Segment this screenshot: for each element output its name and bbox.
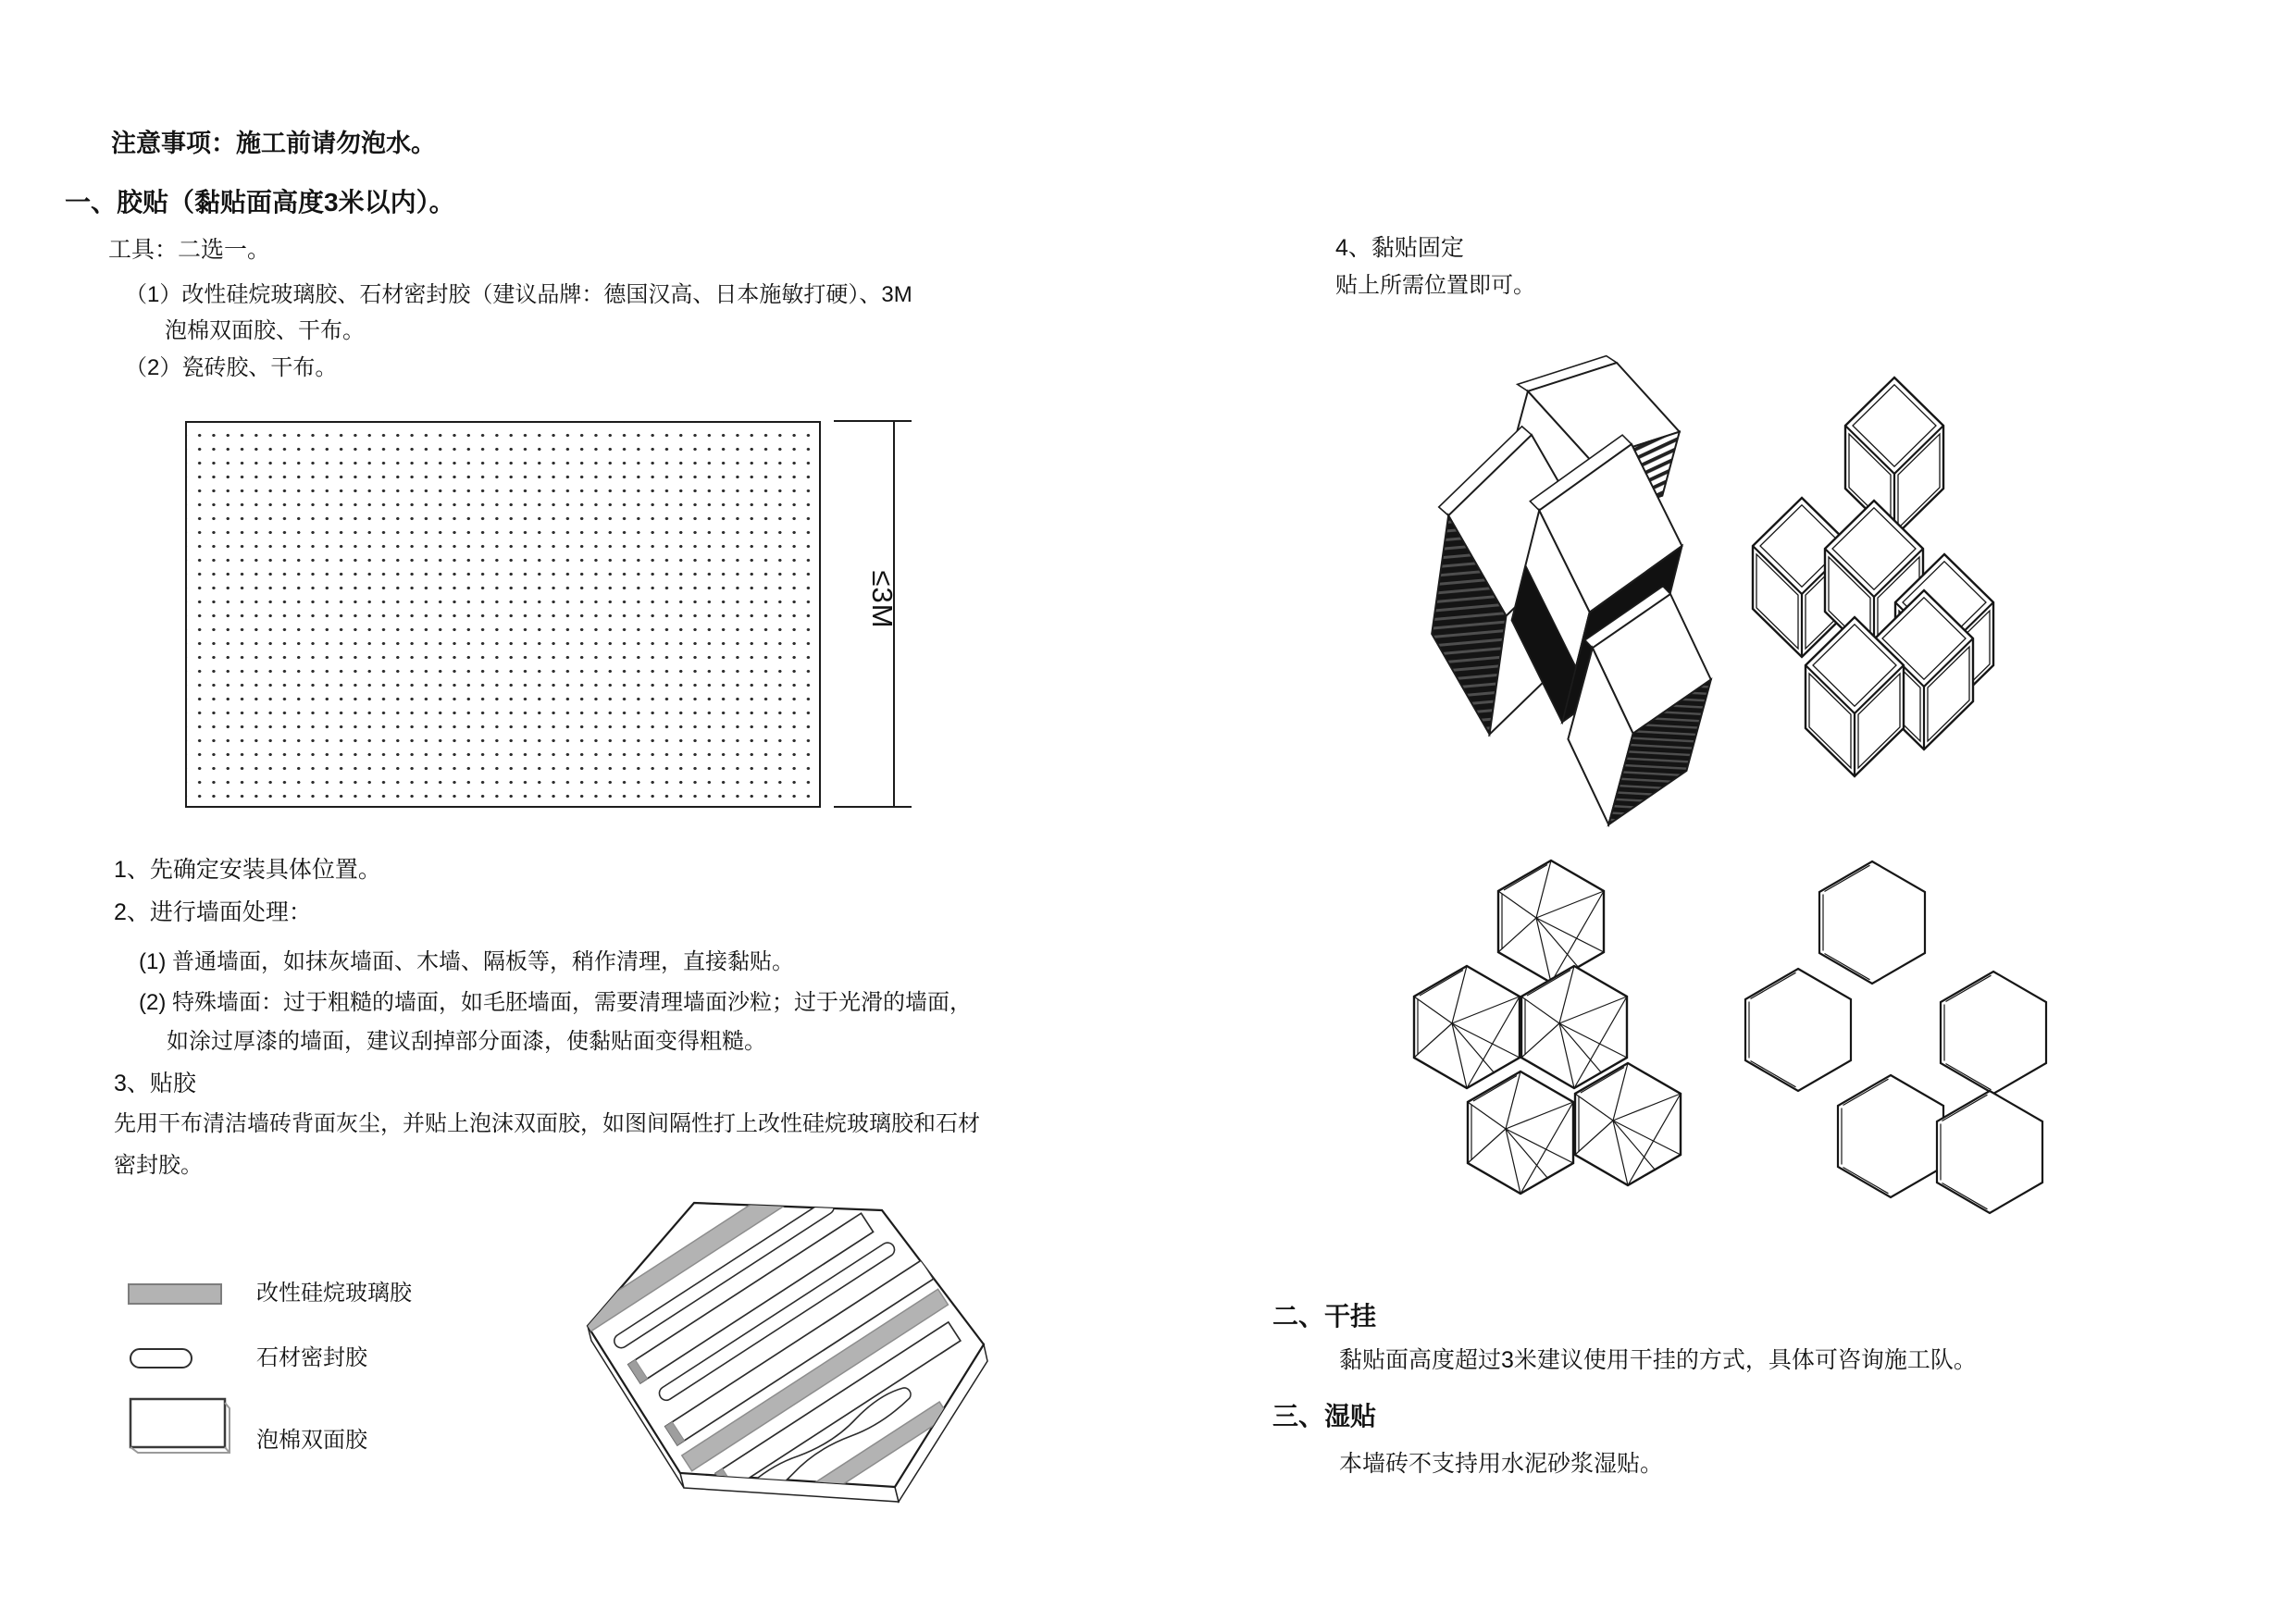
hexagon-tile [1937,1091,2042,1213]
legend-label-silane-glue: 改性硅烷玻璃胶 [256,1281,412,1306]
faceted-hexagon-tile [1468,1071,1573,1194]
wall-height-label: ≤3M [866,570,899,629]
hexagon-tile [1819,861,1925,984]
faceted-hexagon-tile [1575,1063,1681,1185]
legend-symbol-silane-glue [128,1283,222,1305]
section1-heading: 一、胶贴（黏贴面高度3米以内）。 [65,188,455,217]
legend-label-foam-tape: 泡棉双面胶 [256,1428,367,1453]
tile-cluster-rhombus [1444,342,1768,861]
tile-cluster-hex-plain [1735,847,2068,1254]
faceted-hexagon-tile [1521,966,1627,1088]
tile-cluster-cube-frames [1721,365,2073,800]
tool-option2: （2）瓷砖胶、干布。 [125,355,338,380]
step2: 2、进行墙面处理： [114,899,312,925]
step3: 3、贴胶 [114,1071,196,1096]
dimension-cap-top [834,420,912,422]
tool-option1-line2: 泡棉双面胶、干布。 [165,318,365,343]
step2-sub1: (1) 普通墙面，如抹灰墙面、木墙、隔板等，稍作清理，直接黏贴。 [139,949,794,974]
dimension-cap-bottom [834,806,912,808]
legend-symbol-stone-sealant [130,1348,192,1368]
tool-option1-line1: （1）改性硅烷玻璃胶、石材密封胶（建议品牌：德国汉高、日本施敏打硬）、3M [125,282,912,307]
step2-sub2-line2: 如涂过厚漆的墙面，建议刮掉部分面漆，使黏贴面变得粗糙。 [167,1029,766,1054]
section2-desc: 黏贴面高度超过3米建议使用干挂的方式，具体可咨询施工队。 [1339,1347,1977,1373]
step3-desc-line1: 先用干布清洁墙砖背面灰尘，并贴上泡沫双面胶，如图间隔性打上改性硅烷玻璃胶和石材 [114,1111,980,1136]
step4: 4、黏贴固定 [1335,235,1464,261]
hexagon-tile [1745,969,1851,1091]
legend-symbol-foam-tape [129,1397,236,1458]
step2-sub2-line1: (2) 特殊墙面：过于粗糙的墙面，如毛胚墙面，需要清理墙面沙粒；过于光滑的墙面， [139,990,972,1015]
faceted-hexagon-tile [1498,861,1604,983]
section3-desc: 本墙砖不支持用水泥砂浆湿贴。 [1339,1451,1664,1477]
section3-heading: 三、湿贴 [1272,1402,1377,1430]
hexagon-tile [1838,1075,1943,1197]
step3-desc-line2: 密封胶。 [114,1153,203,1178]
note-title: 注意事项：施工前请勿泡水。 [111,130,436,157]
section2-heading: 二、干挂 [1272,1302,1377,1331]
step1: 1、先确定安装具体位置。 [114,857,381,883]
tile-cluster-hex-faceted [1402,847,1744,1235]
step4-desc: 贴上所需位置即可。 [1335,273,1535,298]
faceted-hexagon-tile [1414,966,1520,1088]
hexagon-tile [1941,972,2046,1094]
glue-pattern-diagram [555,1170,1009,1550]
legend-label-stone-sealant: 石材密封胶 [256,1345,367,1370]
wall-area-diagram [185,421,821,808]
tools-label: 工具：二选一。 [108,237,271,263]
